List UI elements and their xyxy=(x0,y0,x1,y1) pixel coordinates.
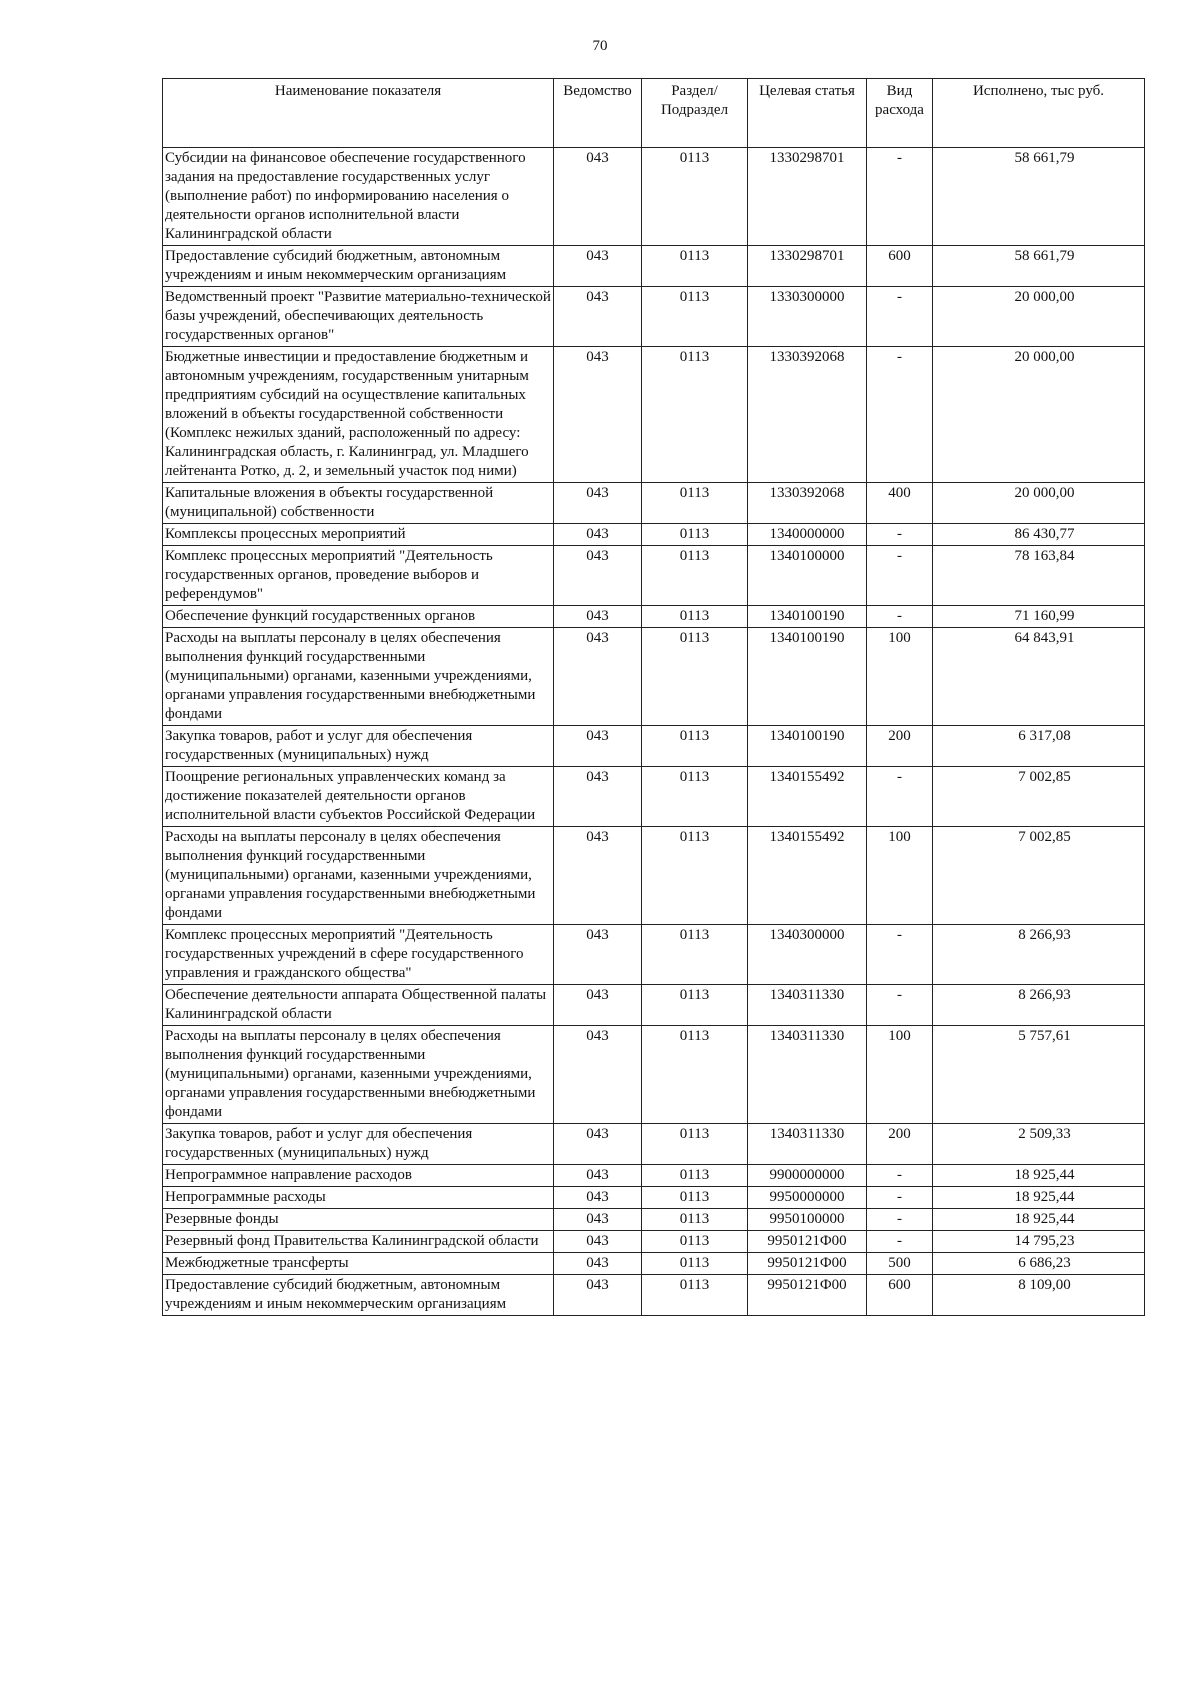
row-target-item-code: 1330392068 xyxy=(748,347,867,483)
row-section-code: 0113 xyxy=(642,1026,748,1124)
row-department-code: 043 xyxy=(554,925,642,985)
row-section-code: 0113 xyxy=(642,148,748,246)
table-header xyxy=(163,79,1145,148)
row-executed-amount: 8 266,93 xyxy=(933,925,1145,985)
row-section-code: 0113 xyxy=(642,726,748,767)
row-target-item-code: 1340100000 xyxy=(748,546,867,606)
row-executed-amount: 2 509,33 xyxy=(933,1124,1145,1165)
row-expense-type-code: - xyxy=(867,1165,933,1187)
row-expense-type-code: 200 xyxy=(867,1124,933,1165)
table-row xyxy=(163,1253,1145,1275)
row-section-code: 0113 xyxy=(642,1209,748,1231)
table-row xyxy=(163,524,1145,546)
row-indicator-name: Капитальные вложения в объекты государственной (муниципальной) собственности xyxy=(163,483,554,524)
row-target-item-code: 1330298701 xyxy=(748,246,867,287)
row-section-code: 0113 xyxy=(642,483,748,524)
row-section-code: 0113 xyxy=(642,1231,748,1253)
row-section-code: 0113 xyxy=(642,1275,748,1316)
table-row xyxy=(163,1275,1145,1316)
row-department-code: 043 xyxy=(554,1253,642,1275)
row-department-code: 043 xyxy=(554,246,642,287)
row-executed-amount: 20 000,00 xyxy=(933,287,1145,347)
row-indicator-name: Расходы на выплаты персоналу в целях обеспечения выполнения функций государственными (муниципальными) органами, казенными учреждениями, органами управления государственными внебюджетными фондами xyxy=(163,1026,554,1124)
row-expense-type-code: - xyxy=(867,287,933,347)
table-row xyxy=(163,1026,1145,1124)
row-expense-type-code: - xyxy=(867,925,933,985)
row-target-item-code: 9900000000 xyxy=(748,1165,867,1187)
row-target-item-code: 1330392068 xyxy=(748,483,867,524)
table-row xyxy=(163,767,1145,827)
row-executed-amount: 20 000,00 xyxy=(933,347,1145,483)
row-indicator-name: Межбюджетные трансферты xyxy=(163,1253,554,1275)
table-row xyxy=(163,1124,1145,1165)
table-row xyxy=(163,606,1145,628)
table-row xyxy=(163,347,1145,483)
row-executed-amount: 64 843,91 xyxy=(933,628,1145,726)
row-section-code: 0113 xyxy=(642,985,748,1026)
row-indicator-name: Обеспечение функций государственных органов xyxy=(163,606,554,628)
row-executed-amount: 14 795,23 xyxy=(933,1231,1145,1253)
row-indicator-name: Резервный фонд Правительства Калининградской области xyxy=(163,1231,554,1253)
row-department-code: 043 xyxy=(554,1275,642,1316)
row-executed-amount: 71 160,99 xyxy=(933,606,1145,628)
row-section-code: 0113 xyxy=(642,546,748,606)
row-executed-amount: 6 686,23 xyxy=(933,1253,1145,1275)
row-department-code: 043 xyxy=(554,726,642,767)
table-row xyxy=(163,246,1145,287)
row-indicator-name: Закупка товаров, работ и услуг для обеспечения государственных (муниципальных) нужд xyxy=(163,726,554,767)
header-target-item: Целевая статья xyxy=(748,79,867,148)
row-indicator-name: Предоставление субсидий бюджетным, автономным учреждениям и иным некоммерческим организациям xyxy=(163,246,554,287)
table-row xyxy=(163,287,1145,347)
row-section-code: 0113 xyxy=(642,347,748,483)
row-indicator-name: Предоставление субсидий бюджетным, автономным учреждениям и иным некоммерческим организациям xyxy=(163,1275,554,1316)
row-expense-type-code: 600 xyxy=(867,1275,933,1316)
row-expense-type-code: 200 xyxy=(867,726,933,767)
row-department-code: 043 xyxy=(554,347,642,483)
row-department-code: 043 xyxy=(554,483,642,524)
row-indicator-name: Непрограммные расходы xyxy=(163,1187,554,1209)
row-target-item-code: 1340155492 xyxy=(748,827,867,925)
row-department-code: 043 xyxy=(554,1026,642,1124)
row-expense-type-code: 500 xyxy=(867,1253,933,1275)
row-expense-type-code: 400 xyxy=(867,483,933,524)
row-section-code: 0113 xyxy=(642,827,748,925)
row-target-item-code: 1340311330 xyxy=(748,1026,867,1124)
header-expense-type: Вид расхода xyxy=(867,79,933,148)
row-department-code: 043 xyxy=(554,148,642,246)
row-department-code: 043 xyxy=(554,628,642,726)
header-indicator-name: Наименование показателя xyxy=(163,79,554,148)
row-expense-type-code: - xyxy=(867,148,933,246)
table-body xyxy=(163,148,1145,1316)
table-row xyxy=(163,985,1145,1026)
row-expense-type-code: - xyxy=(867,606,933,628)
row-executed-amount: 58 661,79 xyxy=(933,246,1145,287)
row-section-code: 0113 xyxy=(642,1187,748,1209)
page-number: 70 xyxy=(592,38,608,54)
table-row xyxy=(163,628,1145,726)
row-indicator-name: Комплекс процессных мероприятий "Деятельность государственных учреждений в сфере государственного управления и гражданского общества" xyxy=(163,925,554,985)
row-executed-amount: 8 109,00 xyxy=(933,1275,1145,1316)
row-department-code: 043 xyxy=(554,985,642,1026)
table-row xyxy=(163,148,1145,246)
row-target-item-code: 1330298701 xyxy=(748,148,867,246)
budget-execution-table xyxy=(162,78,1145,1316)
row-executed-amount: 58 661,79 xyxy=(933,148,1145,246)
row-department-code: 043 xyxy=(554,767,642,827)
row-executed-amount: 18 925,44 xyxy=(933,1187,1145,1209)
row-department-code: 043 xyxy=(554,287,642,347)
row-section-code: 0113 xyxy=(642,767,748,827)
row-target-item-code: 1340100190 xyxy=(748,726,867,767)
header-section-subsection: Раздел/ Подраздел xyxy=(642,79,748,148)
row-target-item-code: 9950121Ф00 xyxy=(748,1253,867,1275)
row-executed-amount: 86 430,77 xyxy=(933,524,1145,546)
row-department-code: 043 xyxy=(554,1187,642,1209)
row-section-code: 0113 xyxy=(642,606,748,628)
row-expense-type-code: - xyxy=(867,1231,933,1253)
row-target-item-code: 9950100000 xyxy=(748,1209,867,1231)
table-row xyxy=(163,1209,1145,1231)
row-section-code: 0113 xyxy=(642,1253,748,1275)
table-row xyxy=(163,546,1145,606)
row-executed-amount: 5 757,61 xyxy=(933,1026,1145,1124)
table-row xyxy=(163,1231,1145,1253)
row-executed-amount: 7 002,85 xyxy=(933,827,1145,925)
row-section-code: 0113 xyxy=(642,1165,748,1187)
row-indicator-name: Расходы на выплаты персоналу в целях обеспечения выполнения функций государственными (муниципальными) органами, казенными учреждениями, органами управления государственными внебюджетными фондами xyxy=(163,827,554,925)
row-indicator-name: Резервные фонды xyxy=(163,1209,554,1231)
row-target-item-code: 1340000000 xyxy=(748,524,867,546)
row-target-item-code: 1330300000 xyxy=(748,287,867,347)
row-department-code: 043 xyxy=(554,827,642,925)
row-target-item-code: 1340300000 xyxy=(748,925,867,985)
row-department-code: 043 xyxy=(554,524,642,546)
row-department-code: 043 xyxy=(554,546,642,606)
row-target-item-code: 1340100190 xyxy=(748,628,867,726)
row-indicator-name: Непрограммное направление расходов xyxy=(163,1165,554,1187)
table-row xyxy=(163,1165,1145,1187)
row-target-item-code: 1340100190 xyxy=(748,606,867,628)
row-executed-amount: 6 317,08 xyxy=(933,726,1145,767)
row-indicator-name: Ведомственный проект "Развитие материально-технической базы учреждений, обеспечивающих деятельность государственных органов" xyxy=(163,287,554,347)
table-row xyxy=(163,925,1145,985)
table-row xyxy=(163,827,1145,925)
row-indicator-name: Комплекс процессных мероприятий "Деятельность государственных органов, проведение выборов и референдумов" xyxy=(163,546,554,606)
row-section-code: 0113 xyxy=(642,925,748,985)
row-section-code: 0113 xyxy=(642,628,748,726)
table-row xyxy=(163,1187,1145,1209)
row-department-code: 043 xyxy=(554,1124,642,1165)
row-indicator-name: Субсидии на финансовое обеспечение государственного задания на предоставление государственных услуг (выполнение работ) по информированию населения о деятельности органов исполнительной власти Калининградской области xyxy=(163,148,554,246)
row-department-code: 043 xyxy=(554,606,642,628)
row-indicator-name: Поощрение региональных управленческих команд за достижение показателей деятельности органов исполнительной власти субъектов Российской Федерации xyxy=(163,767,554,827)
row-target-item-code: 1340155492 xyxy=(748,767,867,827)
row-expense-type-code: - xyxy=(867,347,933,483)
row-indicator-name: Комплексы процессных мероприятий xyxy=(163,524,554,546)
row-indicator-name: Обеспечение деятельности аппарата Общественной палаты Калининградской области xyxy=(163,985,554,1026)
row-section-code: 0113 xyxy=(642,246,748,287)
row-expense-type-code: 100 xyxy=(867,1026,933,1124)
row-expense-type-code: 100 xyxy=(867,827,933,925)
row-expense-type-code: - xyxy=(867,524,933,546)
row-expense-type-code: - xyxy=(867,1209,933,1231)
row-indicator-name: Расходы на выплаты персоналу в целях обеспечения выполнения функций государственными (муниципальными) органами, казенными учреждениями, органами управления государственными внебюджетными фондами xyxy=(163,628,554,726)
header-executed-amount: Исполнено, тыс руб. xyxy=(933,79,1145,148)
row-expense-type-code: 100 xyxy=(867,628,933,726)
row-section-code: 0113 xyxy=(642,524,748,546)
row-target-item-code: 1340311330 xyxy=(748,1124,867,1165)
header-row xyxy=(163,79,1145,148)
row-target-item-code: 9950121Ф00 xyxy=(748,1231,867,1253)
row-department-code: 043 xyxy=(554,1165,642,1187)
row-section-code: 0113 xyxy=(642,1124,748,1165)
row-expense-type-code: 600 xyxy=(867,246,933,287)
row-executed-amount: 18 925,44 xyxy=(933,1165,1145,1187)
header-department: Ведомство xyxy=(554,79,642,148)
row-section-code: 0113 xyxy=(642,287,748,347)
row-indicator-name: Закупка товаров, работ и услуг для обеспечения государственных (муниципальных) нужд xyxy=(163,1124,554,1165)
row-indicator-name: Бюджетные инвестиции и предоставление бюджетным и автономным учреждениям, государственным унитарным предприятиям субсидий на осуществление капитальных вложений в объекты государственной собственности (Комплекс нежилых зданий, расположенный по адресу: Калининградская область, г. Калининград, ул. Младшего лейтенанта Ротко, д. 2, и земельный участок под ними) xyxy=(163,347,554,483)
row-target-item-code: 9950121Ф00 xyxy=(748,1275,867,1316)
row-executed-amount: 8 266,93 xyxy=(933,985,1145,1026)
row-department-code: 043 xyxy=(554,1209,642,1231)
row-executed-amount: 18 925,44 xyxy=(933,1209,1145,1231)
row-executed-amount: 7 002,85 xyxy=(933,767,1145,827)
row-expense-type-code: - xyxy=(867,985,933,1026)
table-row xyxy=(163,726,1145,767)
row-expense-type-code: - xyxy=(867,546,933,606)
table-row xyxy=(163,483,1145,524)
row-expense-type-code: - xyxy=(867,767,933,827)
row-department-code: 043 xyxy=(554,1231,642,1253)
row-expense-type-code: - xyxy=(867,1187,933,1209)
row-target-item-code: 1340311330 xyxy=(748,985,867,1026)
row-executed-amount: 78 163,84 xyxy=(933,546,1145,606)
row-executed-amount: 20 000,00 xyxy=(933,483,1145,524)
row-target-item-code: 9950000000 xyxy=(748,1187,867,1209)
